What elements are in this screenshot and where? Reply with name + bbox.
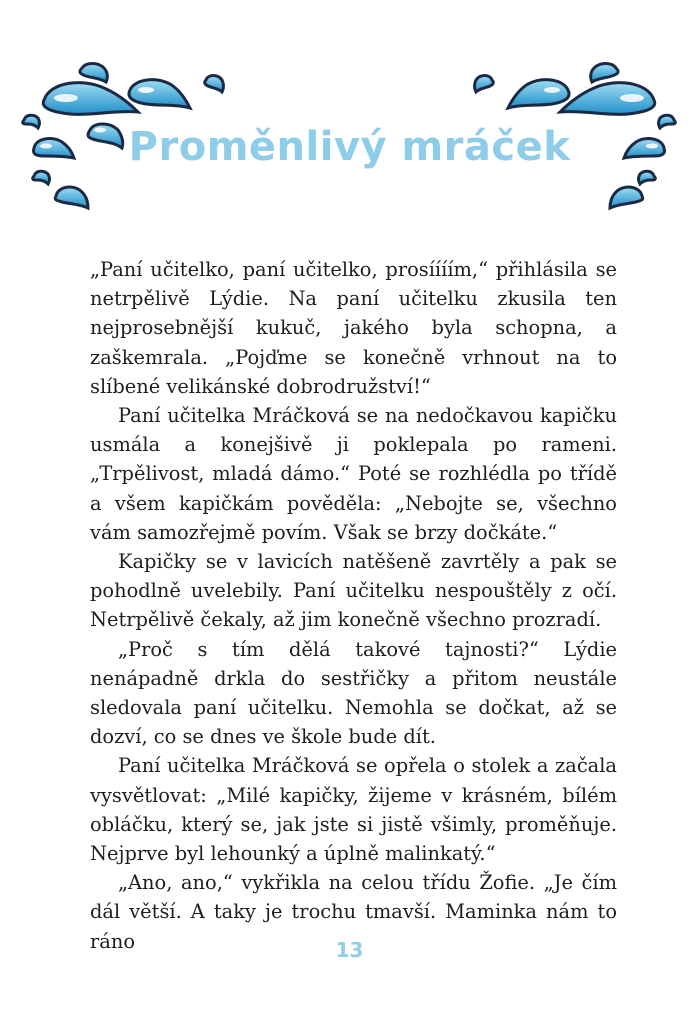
chapter-body — [90, 255, 617, 956]
paragraph: Paní učitelka Mráčková se opřela o stolek a začala vysvětlovat: „Milé kapičky, žijeme v krásném, bílém obláčku, který se, jak jste si jistě všimly, proměňuje. Nejprve byl lehounký a úplně malinkatý.“ — [90, 754, 617, 866]
paragraph: Paní učitelka Mráčková se na nedočkavou kapičku usmála a konejšivě ji poklepala po rameni. „Trpělivost, mladá dámo.“ Poté se rozhlédla po třídě a všem kapičkám pověděla: „Nebojte se, všechno vám samozřejmě povím. Však se brzy dočkáte.“ — [90, 404, 617, 544]
paragraph: Kapičky se v lavicích natěšeně zavrtěly a pak se pohodlně uvelebily. Paní učitelku nespouštěly z očí. Netrpělivě čekaly, až jim konečně všechno prozradí. — [90, 550, 617, 632]
paragraph: „Paní učitelko, paní učitelko, prosíííím,“ přihlásila se netrpělivě Lýdie. Na paní učitelku zkusila ten nejprosebnější kukuč, jakého byla schopna, a zaškemrala. „Pojďme se konečně vrhnout na to slíbené velikánské dobrodružství!“ — [90, 258, 617, 398]
paragraph: „Ano, ano,“ vykřikla na celou třídu Žofie. „Je čím dál větší. A taky je trochu tmavší. Maminka nám to ráno — [90, 871, 617, 953]
chapter-header — [0, 0, 699, 230]
water-drops-right-icon — [468, 60, 678, 220]
chapter-title: Proměnlivý mráček — [128, 124, 571, 170]
page-number: 13 — [335, 938, 364, 962]
paragraph: „Proč s tím dělá takové tajnosti?“ Lýdie nenápadně drkla do sestřičky a přitom neustále sledovala paní učitelku. Nemohla se dočkat, až se dozví, co se dnes ve škole bude dít. — [90, 637, 617, 749]
